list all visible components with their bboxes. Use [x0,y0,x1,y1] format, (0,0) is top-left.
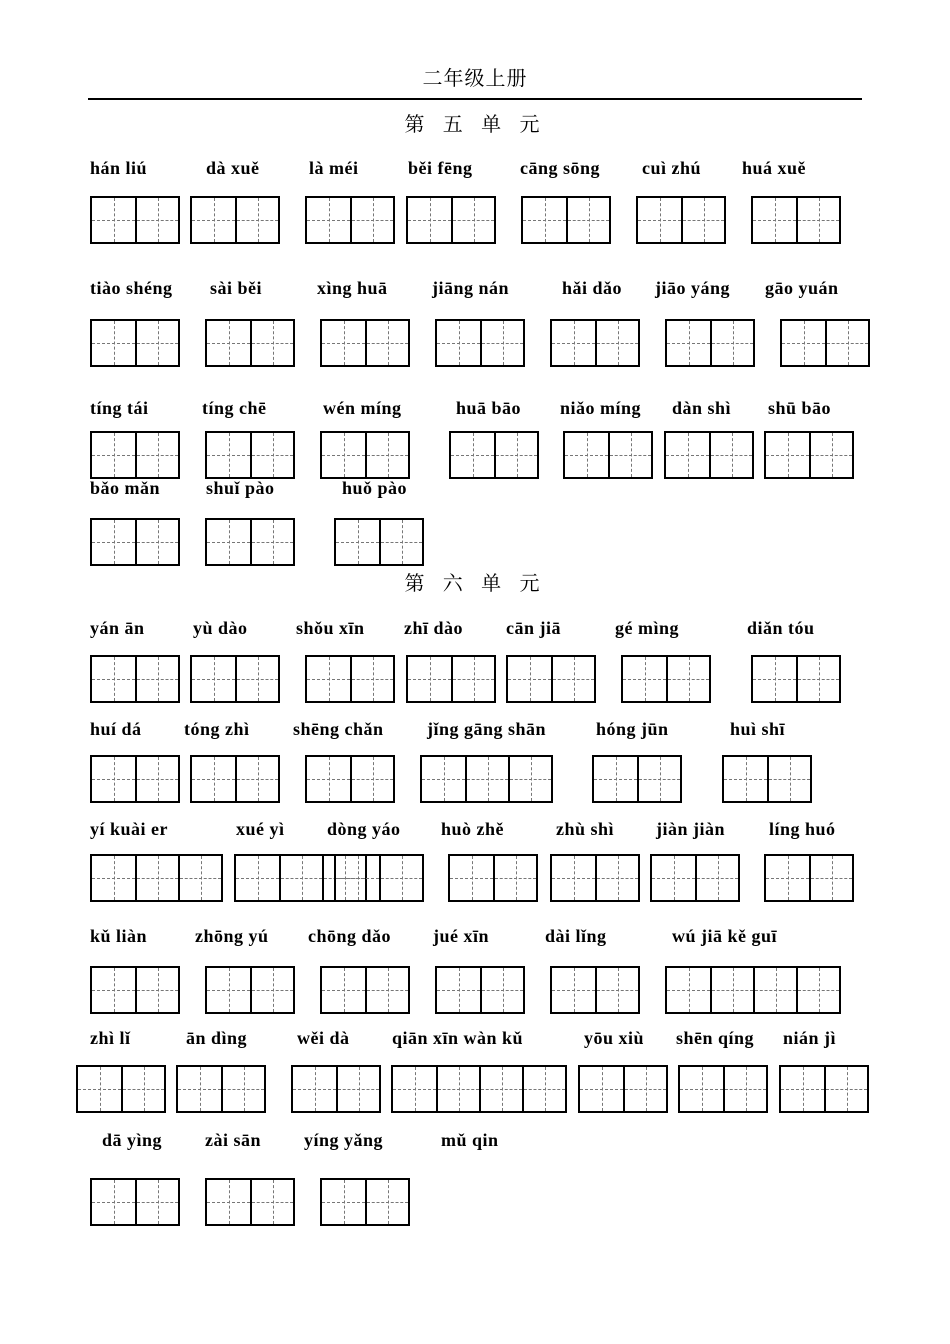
tianzige-cell[interactable] [566,198,609,242]
pinyin-label: tíng tái [90,398,149,418]
writing-grid[interactable] [636,196,726,244]
tianzige-cell[interactable] [121,1067,164,1111]
writing-grid[interactable] [205,1178,295,1226]
tianzige-cell[interactable] [250,520,293,564]
pinyin-label: huǒ pào [342,478,408,498]
tianzige-cell[interactable] [178,856,221,900]
tianzige-cell[interactable] [493,856,536,900]
tianzige-cell[interactable] [235,757,278,801]
pinyin-label: zhī dào [404,618,464,638]
writing-grid[interactable] [90,966,180,1014]
tianzige-cell[interactable] [192,757,235,801]
tianzige-cell[interactable] [135,520,178,564]
tianzige-cell[interactable] [753,198,796,242]
pinyin-label: hǎi dǎo [562,278,623,298]
tianzige-cell[interactable] [824,1067,867,1111]
tianzige-cell[interactable] [667,968,710,1012]
writing-grid[interactable] [435,966,525,1014]
unit-title: 第 六 单 元 [404,571,546,595]
pinyin-label: nián jì [783,1028,837,1048]
tianzige-cell[interactable] [365,1180,408,1224]
pinyin-label: yōu xiù [584,1028,645,1048]
pinyin-label: là méi [309,158,359,178]
tianzige-cell[interactable] [608,433,651,477]
tianzige-cell[interactable] [365,968,408,1012]
pinyin-label: hán liú [90,158,148,178]
tianzige-cell[interactable] [279,856,322,900]
writing-grid[interactable] [90,655,180,703]
tianzige-cell[interactable] [92,856,135,900]
writing-grid[interactable] [664,431,754,479]
writing-grid[interactable] [406,655,496,703]
writing-grid[interactable] [550,319,640,367]
pinyin-label: tíng chē [202,398,267,418]
writing-grid[interactable] [320,966,410,1014]
tianzige-cell[interactable] [508,657,551,701]
pinyin-label: huí dá [90,719,142,739]
tianzige-cell[interactable] [336,520,379,564]
pinyin-label: yán ān [90,618,145,638]
writing-grid[interactable] [205,966,295,1014]
pinyin-label: cāng sōng [520,158,601,178]
tianzige-cell[interactable] [135,757,178,801]
pinyin-label: jué xīn [433,926,490,946]
tianzige-cell[interactable] [135,856,178,900]
writing-grid[interactable] [391,1065,567,1113]
pinyin-label: cān jiā [506,618,561,638]
tianzige-cell[interactable] [552,856,595,900]
tianzige-cell[interactable] [710,321,753,365]
pinyin-label: kǔ liàn [90,926,148,946]
tianzige-cell[interactable] [336,1067,379,1111]
tianzige-cell[interactable] [508,757,551,801]
pinyin-label: xué yì [236,819,285,839]
tianzige-cell[interactable] [236,856,279,900]
tianzige-cell[interactable] [307,198,350,242]
tianzige-cell[interactable] [365,433,408,477]
tianzige-cell[interactable] [408,657,451,701]
tianzige-cell[interactable] [78,1067,121,1111]
tianzige-cell[interactable] [595,856,638,900]
pinyin-label: cuì zhú [642,158,702,178]
writing-grid[interactable] [320,1178,410,1226]
writing-grid[interactable] [550,966,640,1014]
unit-title: 第 五 单 元 [404,112,546,136]
writing-grid[interactable] [592,755,682,803]
tianzige-cell[interactable] [293,1067,336,1111]
pinyin-label: wén míng [323,398,402,418]
writing-grid[interactable] [90,518,180,566]
pinyin-label: shǒu xīn [296,618,365,638]
pinyin-label: huò zhě [441,819,505,839]
writing-grid[interactable] [334,854,424,902]
tianzige-cell[interactable] [796,657,839,701]
tianzige-cell[interactable] [580,1067,623,1111]
pinyin-label: líng huó [769,819,836,839]
pinyin-label: jiāo yáng [655,278,731,298]
writing-grid[interactable] [764,431,854,479]
tianzige-cell[interactable] [336,856,379,900]
tianzige-cell[interactable] [92,757,135,801]
tianzige-cell[interactable] [250,433,293,477]
tianzige-cell[interactable] [652,856,695,900]
tianzige-cell[interactable] [551,657,594,701]
tianzige-cell[interactable] [207,968,250,1012]
pinyin-label: gé mìng [615,618,679,638]
tianzige-cell[interactable] [322,968,365,1012]
pinyin-label: yù dào [193,618,248,638]
writing-grid[interactable] [764,854,854,902]
writing-grid[interactable] [420,755,553,803]
tianzige-cell[interactable] [393,1067,436,1111]
tianzige-cell[interactable] [565,433,608,477]
pinyin-label: dài lǐng [545,926,607,946]
tianzige-cell[interactable] [552,321,595,365]
tianzige-cell[interactable] [666,657,709,701]
tianzige-cell[interactable] [666,433,709,477]
tianzige-cell[interactable] [135,968,178,1012]
writing-grid[interactable] [751,196,841,244]
pinyin-label: jiāng nán [432,278,510,298]
tianzige-cell[interactable] [638,198,681,242]
tianzige-cell[interactable] [235,198,278,242]
writing-grid[interactable] [521,196,611,244]
tianzige-cell[interactable] [379,520,422,564]
writing-grid[interactable] [449,431,539,479]
tianzige-cell[interactable] [809,856,852,900]
tianzige-cell[interactable] [494,433,537,477]
writing-grid[interactable] [205,518,295,566]
pinyin-label: qiān xīn wàn kǔ [392,1028,524,1048]
tianzige-cell[interactable] [350,757,393,801]
writing-grid[interactable] [665,966,841,1014]
tianzige-cell[interactable] [192,198,235,242]
writing-grid[interactable] [176,1065,266,1113]
tianzige-cell[interactable] [235,657,278,701]
writing-grid[interactable] [678,1065,768,1113]
tianzige-cell[interactable] [322,433,365,477]
tianzige-cell[interactable] [192,657,235,701]
pinyin-label: dà xuě [206,158,260,178]
tianzige-cell[interactable] [480,321,523,365]
pinyin-label: dòng yáo [327,819,401,839]
tianzige-cell[interactable] [522,1067,565,1111]
tianzige-cell[interactable] [451,433,494,477]
tianzige-cell[interactable] [667,321,710,365]
writing-grid[interactable] [90,755,180,803]
tianzige-cell[interactable] [723,1067,766,1111]
tianzige-cell[interactable] [322,1180,365,1224]
pinyin-label: diǎn tóu [747,618,815,638]
pinyin-label: sài běi [210,278,263,298]
writing-grid[interactable] [578,1065,668,1113]
tianzige-cell[interactable] [552,968,595,1012]
tianzige-cell[interactable] [422,757,465,801]
tianzige-cell[interactable] [135,657,178,701]
writing-grid[interactable] [621,655,711,703]
pinyin-label: tóng zhì [184,719,250,739]
pinyin-label: zhōng yú [195,926,269,946]
tianzige-cell[interactable] [724,757,767,801]
tianzige-cell[interactable] [92,198,135,242]
tianzige-cell[interactable] [135,1180,178,1224]
pinyin-label: shēng chǎn [293,719,384,739]
tianzige-cell[interactable] [451,657,494,701]
pinyin-label: jiàn jiàn [656,819,726,839]
writing-grid[interactable] [448,854,538,902]
tianzige-cell[interactable] [437,321,480,365]
tianzige-cell[interactable] [135,433,178,477]
tianzige-cell[interactable] [809,433,852,477]
tianzige-cell[interactable] [766,433,809,477]
pinyin-label: běi fēng [408,158,473,178]
tianzige-cell[interactable] [207,520,250,564]
writing-grid[interactable] [205,319,295,367]
pinyin-label: zhù shì [556,819,615,839]
tianzige-cell[interactable] [680,1067,723,1111]
tianzige-cell[interactable] [365,321,408,365]
writing-grid[interactable] [506,655,596,703]
writing-grid[interactable] [205,431,295,479]
tianzige-cell[interactable] [92,657,135,701]
writing-grid[interactable] [76,1065,166,1113]
tianzige-cell[interactable] [250,321,293,365]
tianzige-cell[interactable] [207,433,250,477]
tianzige-cell[interactable] [207,1180,250,1224]
tianzige-cell[interactable] [782,321,825,365]
writing-grid[interactable] [305,755,395,803]
pinyin-label: dàn shì [672,398,732,418]
tianzige-cell[interactable] [408,198,451,242]
writing-grid[interactable] [722,755,812,803]
writing-grid[interactable] [665,319,755,367]
tianzige-cell[interactable] [92,433,135,477]
tianzige-cell[interactable] [710,968,753,1012]
tianzige-cell[interactable] [753,968,796,1012]
tianzige-cell[interactable] [695,856,738,900]
pinyin-label: jǐng gāng shān [427,719,547,739]
tianzige-cell[interactable] [766,856,809,900]
tianzige-cell[interactable] [594,757,637,801]
pinyin-label: hóng jūn [596,719,669,739]
writing-grid[interactable] [190,196,280,244]
pinyin-label: yí kuài er [90,819,169,839]
writing-grid[interactable] [90,431,180,479]
tianzige-cell[interactable] [437,968,480,1012]
pinyin-label: tiào shéng [90,278,173,298]
tianzige-cell[interactable] [523,198,566,242]
tianzige-cell[interactable] [753,657,796,701]
tianzige-cell[interactable] [451,198,494,242]
pinyin-label: shuǐ pào [206,478,275,498]
tianzige-cell[interactable] [135,198,178,242]
tianzige-cell[interactable] [135,321,178,365]
pinyin-label: zài sān [205,1130,262,1150]
tianzige-cell[interactable] [250,968,293,1012]
pinyin-label: zhì lǐ [90,1028,131,1048]
writing-grid[interactable] [435,319,525,367]
pinyin-label: chōng dǎo [308,926,392,946]
header-rule [88,98,862,100]
tianzige-cell[interactable] [709,433,752,477]
tianzige-cell[interactable] [465,757,508,801]
writing-grid[interactable] [90,1178,180,1226]
pinyin-label: shēn qíng [676,1028,755,1048]
tianzige-cell[interactable] [250,1180,293,1224]
writing-grid[interactable] [190,755,280,803]
writing-grid[interactable] [751,655,841,703]
pinyin-label: bǎo mǎn [90,478,161,498]
tianzige-cell[interactable] [221,1067,264,1111]
tianzige-cell[interactable] [595,968,638,1012]
pinyin-label: wěi dà [297,1028,350,1048]
writing-grid[interactable] [320,319,410,367]
tianzige-cell[interactable] [796,198,839,242]
pinyin-label: ān dìng [186,1028,248,1048]
pinyin-label: niǎo míng [560,398,642,418]
tianzige-cell[interactable] [623,1067,666,1111]
tianzige-cell[interactable] [350,198,393,242]
writing-grid[interactable] [563,431,653,479]
writing-grid[interactable] [90,319,180,367]
writing-grid[interactable] [334,518,424,566]
tianzige-cell[interactable] [450,856,493,900]
tianzige-cell[interactable] [637,757,680,801]
writing-grid[interactable] [190,655,280,703]
tianzige-cell[interactable] [92,321,135,365]
tianzige-cell[interactable] [207,321,250,365]
pinyin-label: huā bāo [456,398,522,418]
tianzige-cell[interactable] [436,1067,479,1111]
tianzige-cell[interactable] [623,657,666,701]
tianzige-cell[interactable] [322,321,365,365]
writing-grid[interactable] [291,1065,381,1113]
pinyin-label: shū bāo [768,398,832,418]
pinyin-label: huá xuě [742,158,807,178]
writing-grid[interactable] [550,854,640,902]
tianzige-cell[interactable] [92,1180,135,1224]
tianzige-cell[interactable] [92,520,135,564]
tianzige-cell[interactable] [307,657,350,701]
tianzige-cell[interactable] [307,757,350,801]
writing-grid[interactable] [320,431,410,479]
tianzige-cell[interactable] [178,1067,221,1111]
tianzige-cell[interactable] [681,198,724,242]
tianzige-cell[interactable] [595,321,638,365]
page-header: 二年级上册 [422,66,528,90]
writing-grid[interactable] [305,196,395,244]
pinyin-label: huì shī [730,719,786,739]
tianzige-cell[interactable] [479,1067,522,1111]
pinyin-label: gāo yuán [765,278,839,298]
writing-grid[interactable] [650,854,740,902]
writing-grid[interactable] [780,319,870,367]
writing-grid[interactable] [90,196,180,244]
tianzige-cell[interactable] [379,856,422,900]
pinyin-label: wú jiā kě guī [672,926,778,946]
writing-grid[interactable] [406,196,496,244]
tianzige-cell[interactable] [796,968,839,1012]
tianzige-cell[interactable] [825,321,868,365]
pinyin-label: mǔ qin [441,1130,499,1150]
tianzige-cell[interactable] [92,968,135,1012]
tianzige-cell[interactable] [350,657,393,701]
pinyin-label: xìng huā [317,278,388,298]
pinyin-label: yíng yǎng [304,1130,384,1150]
writing-grid[interactable] [90,854,223,902]
writing-grid[interactable] [305,655,395,703]
pinyin-label: dā yìng [102,1130,163,1150]
tianzige-cell[interactable] [781,1067,824,1111]
tianzige-cell[interactable] [480,968,523,1012]
tianzige-cell[interactable] [767,757,810,801]
writing-grid[interactable] [779,1065,869,1113]
